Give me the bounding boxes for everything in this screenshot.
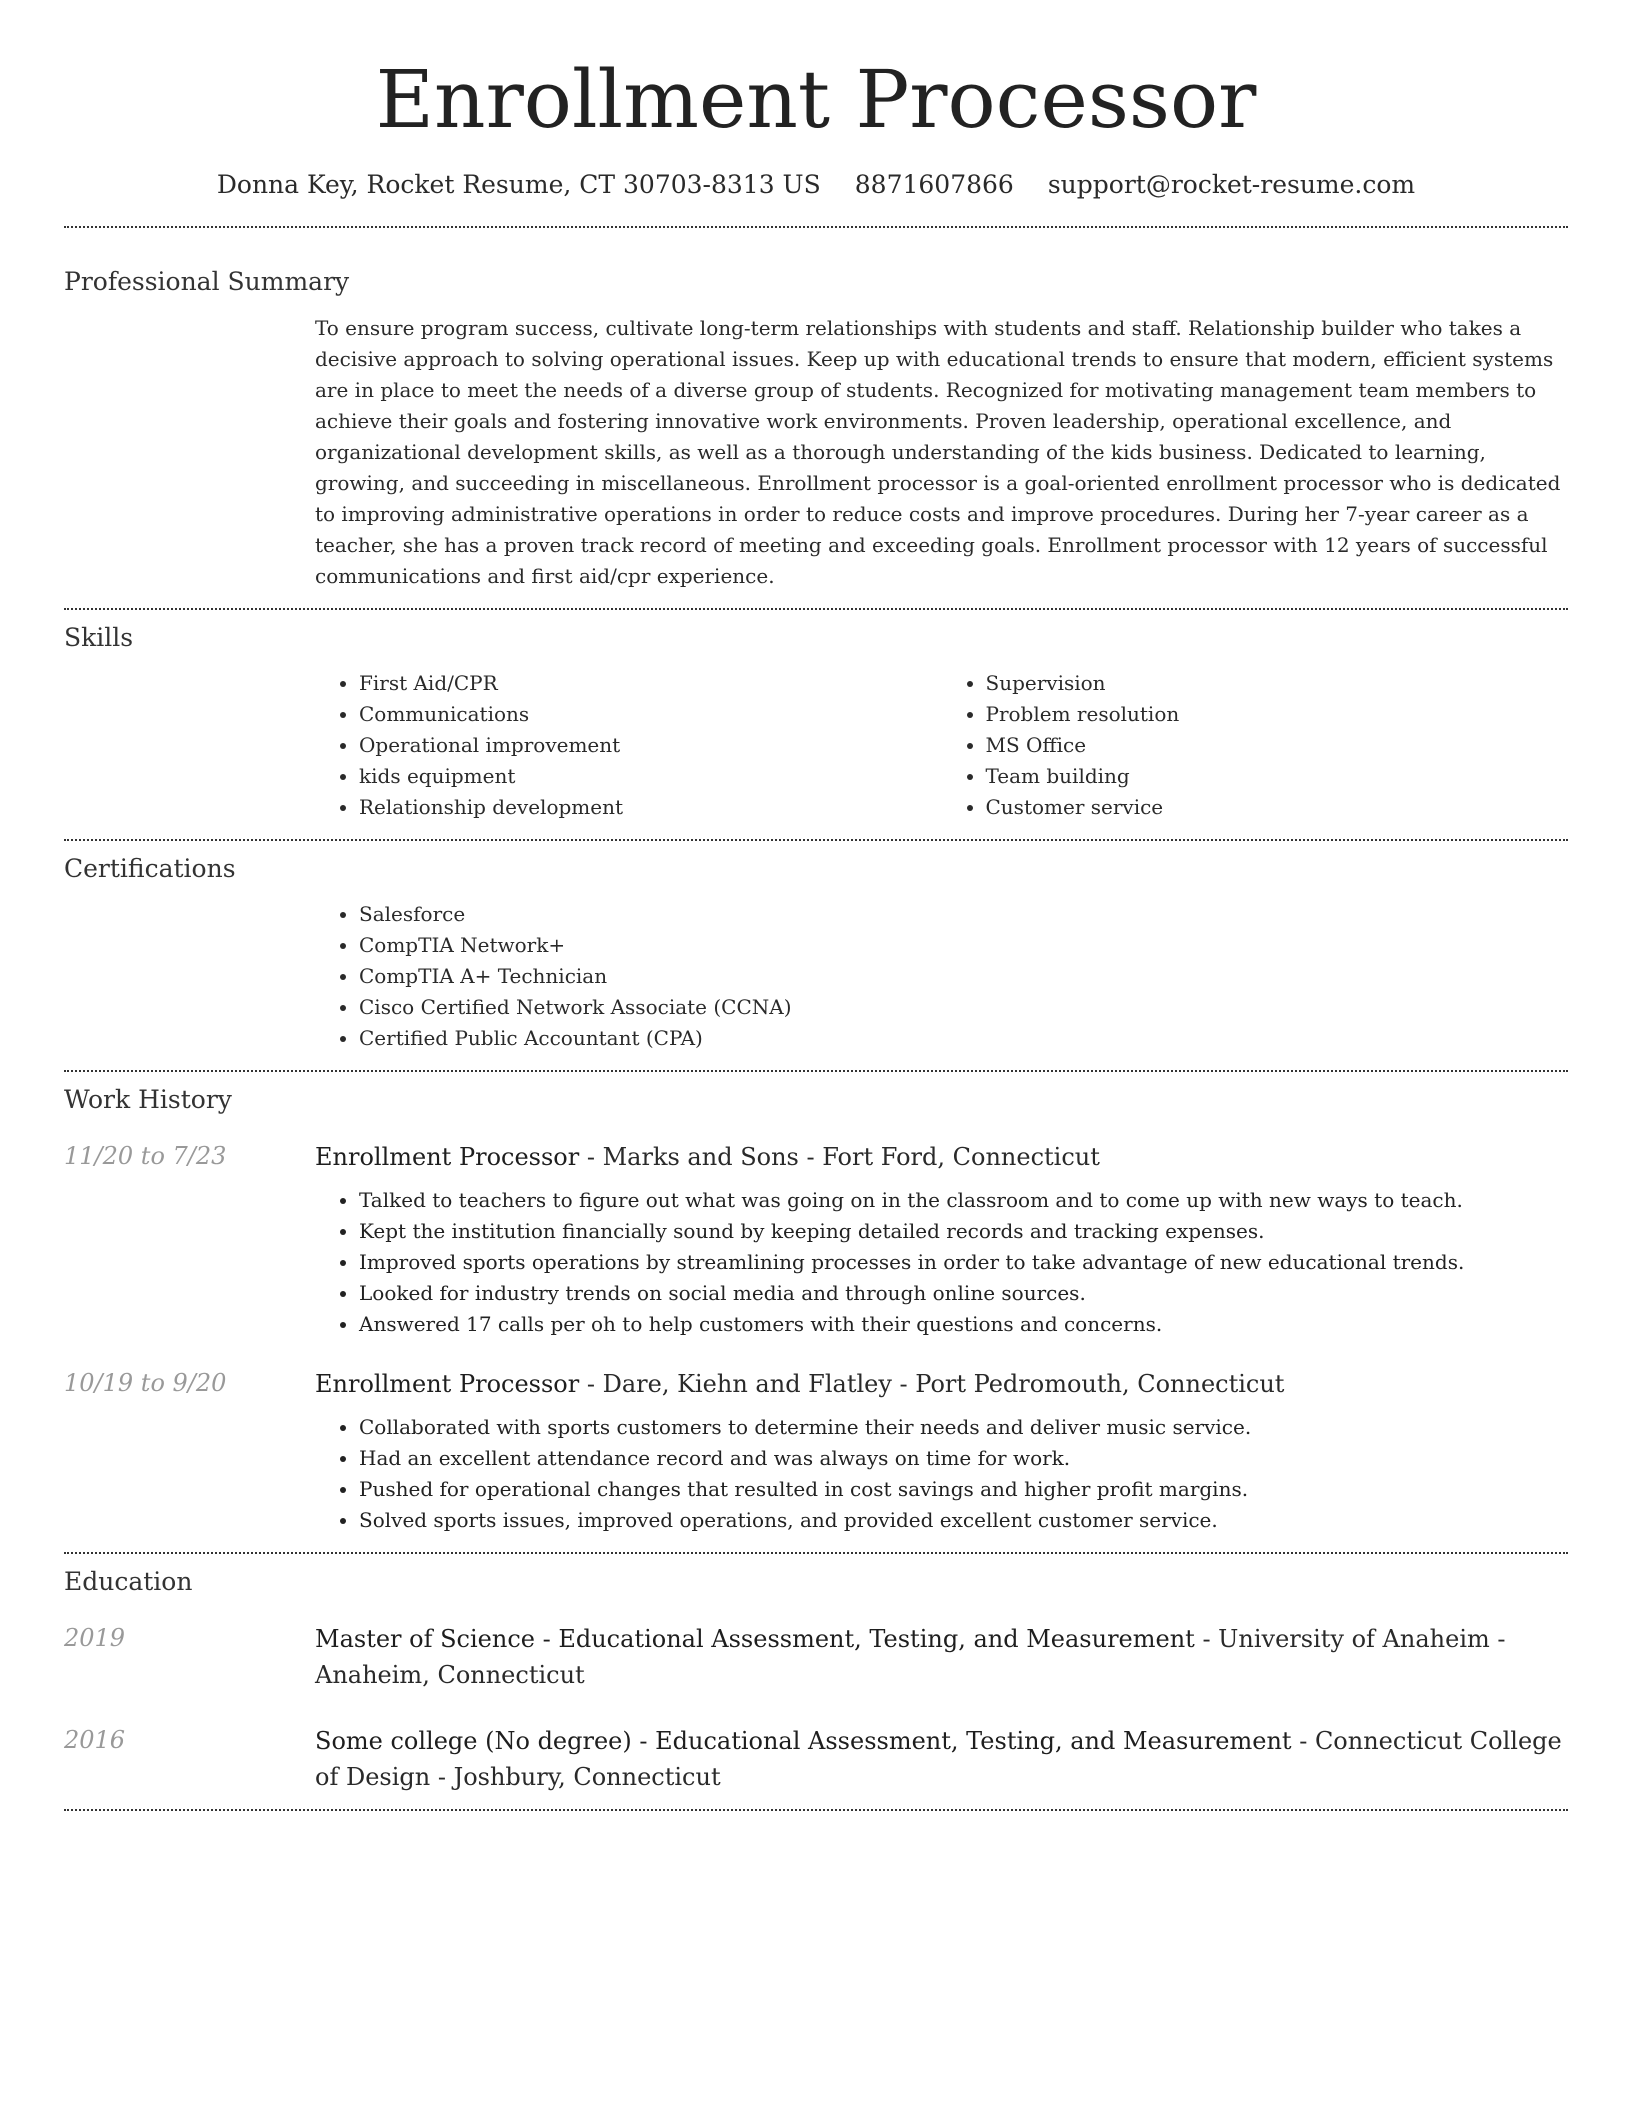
skill-item: • Customer service [986, 792, 1569, 823]
degree-title: Some college (No degree) - Educational Assessment, Testing, and Measurement [315, 1727, 1292, 1755]
job-title: Enrollment Processor [315, 1370, 580, 1398]
job-entry [64, 1139, 1568, 1340]
degree-title: Master of Science - Educational Assessment, Testing, and Measurement [315, 1625, 1195, 1653]
skill-item: • Supervision [986, 668, 1569, 699]
summary-heading: Professional Summary [64, 267, 350, 296]
education-details [315, 1621, 1568, 1693]
job-dates: 11/20 to 7/23 [64, 1142, 227, 1170]
education-entry [64, 1621, 1568, 1693]
education-heading-line [315, 1723, 1568, 1795]
job-bullet: • Had an excellent attendance record and was always on time for work. [359, 1443, 1568, 1474]
skill-item: • Relationship development [359, 792, 942, 823]
job-heading [315, 1139, 1568, 1175]
resume-title: Enrollment Processor [375, 53, 1257, 146]
skill-item: • First Aid/CPR [359, 668, 942, 699]
resume-page [64, 0, 1568, 1811]
certifications-list [315, 899, 1568, 1054]
education-year: 2019 [64, 1624, 126, 1652]
certification-item: • Cisco Certified Network Associate (CCNA) [359, 992, 1568, 1023]
contact-email: support@rocket-resume.com [1047, 170, 1416, 199]
job-employer: - Marks and Sons - Fort Ford, Connecticut [579, 1143, 1100, 1171]
job-bullet: • Pushed for operational changes that resulted in cost savings and higher profit margins. [359, 1474, 1568, 1505]
job-entry [64, 1366, 1568, 1536]
skill-item: • Operational improvement [359, 730, 942, 761]
job-bullet: • Looked for industry trends on social media and through online sources. [359, 1278, 1568, 1309]
job-bullet: • Kept the institution financially sound by keeping detailed records and tracking expenses. [359, 1216, 1568, 1247]
section-divider [64, 1809, 1568, 1811]
job-details [315, 1139, 1568, 1340]
job-bullets [315, 1185, 1568, 1340]
school-info: - Connecticut College of Design - Joshbury, Connecticut [315, 1727, 1562, 1791]
education-heading: Education [64, 1567, 193, 1596]
job-employer: - Dare, Kiehn and Flatley - Port Pedromouth, Connecticut [579, 1370, 1285, 1398]
skill-item: • Team building [986, 761, 1569, 792]
certifications-body [315, 899, 1568, 1054]
certification-item: • Certified Public Accountant (CPA) [359, 1023, 1568, 1054]
skills-columns [315, 668, 1568, 823]
job-bullet: • Collaborated with sports customers to determine their needs and deliver music service. [359, 1412, 1568, 1443]
summary-body [315, 313, 1568, 592]
job-dates: 10/19 to 9/20 [64, 1369, 227, 1397]
skills-list-right [942, 668, 1569, 823]
certifications-heading: Certifications [64, 854, 236, 883]
skill-item: • Problem resolution [986, 699, 1569, 730]
skill-item: • kids equipment [359, 761, 942, 792]
work-history-section [64, 1072, 1568, 1552]
job-bullet: • Answered 17 calls per oh to help customers with their questions and concerns. [359, 1309, 1568, 1340]
skill-item: • MS Office [986, 730, 1569, 761]
school-info: - University of Anaheim - Anaheim, Connecticut [315, 1625, 1506, 1689]
skills-list-left [315, 668, 942, 823]
skills-heading: Skills [64, 623, 134, 652]
job-bullet: • Improved sports operations by streamlining processes in order to take advantage of new educational trends. [359, 1247, 1568, 1278]
job-bullet: • Talked to teachers to figure out what was going on in the classroom and to come up with new ways to teach. [359, 1185, 1568, 1216]
education-heading-line [315, 1621, 1568, 1693]
job-bullet: • Solved sports issues, improved operations, and provided excellent customer service. [359, 1505, 1568, 1536]
education-year: 2016 [64, 1726, 126, 1754]
certifications-section [64, 841, 1568, 1070]
job-bullets [315, 1412, 1568, 1536]
education-entry [64, 1723, 1568, 1795]
skill-item: • Communications [359, 699, 942, 730]
contact-line [64, 168, 1568, 202]
education-details [315, 1723, 1568, 1795]
contact-address: Donna Key, Rocket Resume, CT 30703-8313 US [216, 170, 821, 199]
work-history-heading: Work History [64, 1085, 232, 1114]
summary-text: To ensure program success, cultivate long-term relationships with students and staff. Relationship builder who takes a decisive approach to solving operational issues. Keep up with educational trends to ensure that modern, efficient systems are in place to meet the needs of a diverse group of students. Recognized for motivating management team members to achieve their goals and fostering innovative work environments. Proven leadership, operational excellence, and organizational development skills, as well as a thorough understanding of the kids business. Dedicated to learning, growing, and succeeding in miscellaneous. Enrollment processor is a goal-oriented enrollment processor who is dedicated to improving administrative operations in order to reduce costs and improve procedures. During her 7-year career as a teacher, she has a proven track record of meeting and exceeding goals. Enrollment processor with 12 years of successful communications and first aid/cpr experience. [315, 316, 1561, 588]
contact-phone: 8871607866 [854, 170, 1014, 199]
job-details [315, 1366, 1568, 1536]
summary-section [64, 228, 1568, 608]
skills-section [64, 610, 1568, 839]
certification-item: • CompTIA Network+ [359, 930, 1568, 961]
education-section [64, 1554, 1568, 1809]
job-title: Enrollment Processor [315, 1143, 580, 1171]
certification-item: • CompTIA A+ Technician [359, 961, 1568, 992]
job-heading [315, 1366, 1568, 1402]
certification-item: • Salesforce [359, 899, 1568, 930]
